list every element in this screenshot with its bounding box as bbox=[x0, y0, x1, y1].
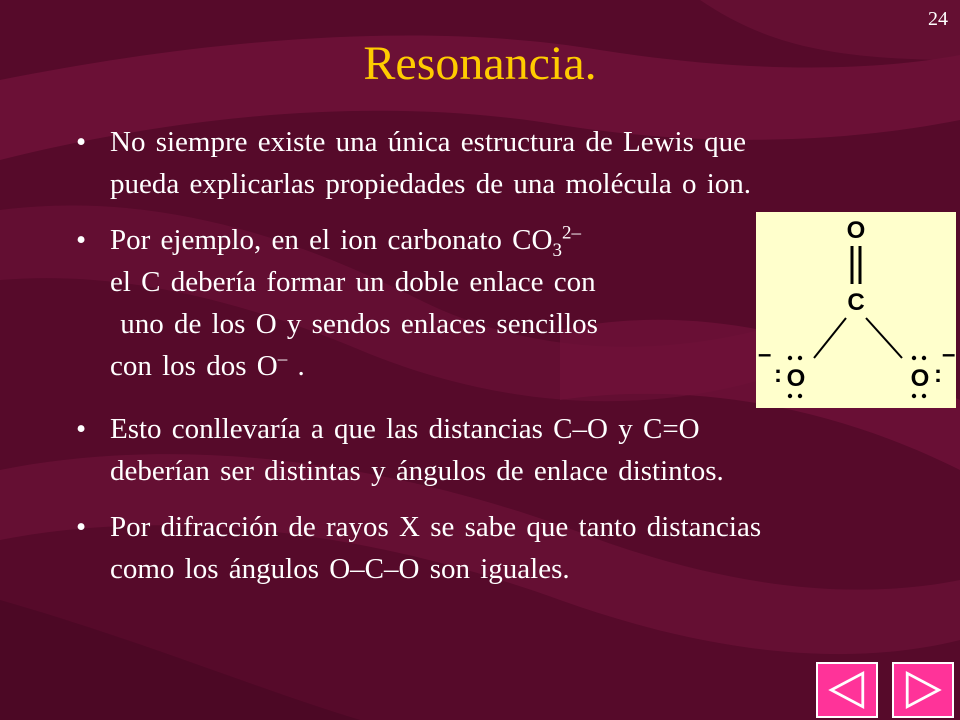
bullet-2 bbox=[76, 219, 598, 387]
bullet-dot: • bbox=[76, 413, 87, 445]
lone-pair-dot bbox=[788, 394, 792, 398]
oxide-text: con los dos O bbox=[110, 350, 278, 382]
lone-pair-dot bbox=[798, 356, 802, 360]
bullet-3-line-2: deberían ser distintas y ángulos de enlace distintos. bbox=[110, 455, 724, 487]
bullet-2-line-4 bbox=[110, 345, 598, 387]
lewis-structure-carbonate bbox=[756, 212, 956, 408]
bullet-1-line-2: pueda explicarlas propiedades de una molécula o ion. bbox=[110, 168, 752, 200]
bullet-3-line-1: Esto conllevaría a que las distancias C–O y C=O bbox=[110, 413, 700, 445]
bullet-2-line-2: el C debería formar un doble enlace con bbox=[110, 266, 596, 298]
carbonate-charge: 2– bbox=[561, 222, 581, 244]
page-number: 24 bbox=[928, 8, 948, 30]
carbonate-text: Por ejemplo, en el ion carbonato CO bbox=[110, 224, 553, 256]
bullet-dot: • bbox=[76, 511, 87, 543]
lone-pair-dot bbox=[922, 394, 926, 398]
lone-pair-dot bbox=[922, 356, 926, 360]
lone-pair-dot bbox=[912, 356, 916, 360]
atom-c-center: C bbox=[847, 289, 865, 316]
single-bond-right bbox=[866, 318, 902, 358]
atom-o-left: O bbox=[786, 365, 806, 392]
lone-pair-right: : bbox=[934, 361, 942, 388]
bullet-2-line-3: uno de los O y sendos enlaces sencillos bbox=[110, 308, 598, 340]
bond-dash-right: – bbox=[942, 341, 956, 368]
bullet-dot: • bbox=[76, 126, 87, 158]
previous-slide-button[interactable] bbox=[816, 662, 878, 718]
bullet-4-line-1: Por difracción de rayos X se sabe que tanto distancias bbox=[110, 511, 762, 543]
atom-o-right: O bbox=[910, 365, 930, 392]
lone-pair-dot bbox=[912, 394, 916, 398]
lone-pair-left: : bbox=[774, 361, 782, 388]
triangle-left-icon bbox=[818, 664, 876, 716]
lewis-diagram bbox=[756, 212, 956, 408]
next-slide-button[interactable] bbox=[892, 662, 954, 718]
bullet-4-line-2: como los ángulos O–C–O son iguales. bbox=[110, 553, 570, 585]
oxide-end: . bbox=[287, 350, 305, 382]
lone-pair-dot bbox=[788, 356, 792, 360]
bullet-2-line-1 bbox=[110, 219, 598, 261]
slide-title: Resonancia. bbox=[363, 37, 597, 90]
bullet-dot: • bbox=[76, 224, 87, 256]
bullet-1 bbox=[76, 121, 752, 205]
bullet-1-line-1: No siempre existe una única estructura de Lewis que bbox=[110, 126, 747, 158]
single-bond-left bbox=[814, 318, 846, 358]
bond-dash-left: – bbox=[758, 341, 772, 368]
lone-pair-dot bbox=[798, 394, 802, 398]
oxide-charge: – bbox=[277, 348, 288, 370]
bullet-4 bbox=[76, 506, 762, 590]
bullet-3 bbox=[76, 408, 724, 492]
atom-o-top: O bbox=[846, 217, 866, 244]
carbonate-subscript: 3 bbox=[552, 239, 562, 261]
triangle-right-icon bbox=[894, 664, 952, 716]
